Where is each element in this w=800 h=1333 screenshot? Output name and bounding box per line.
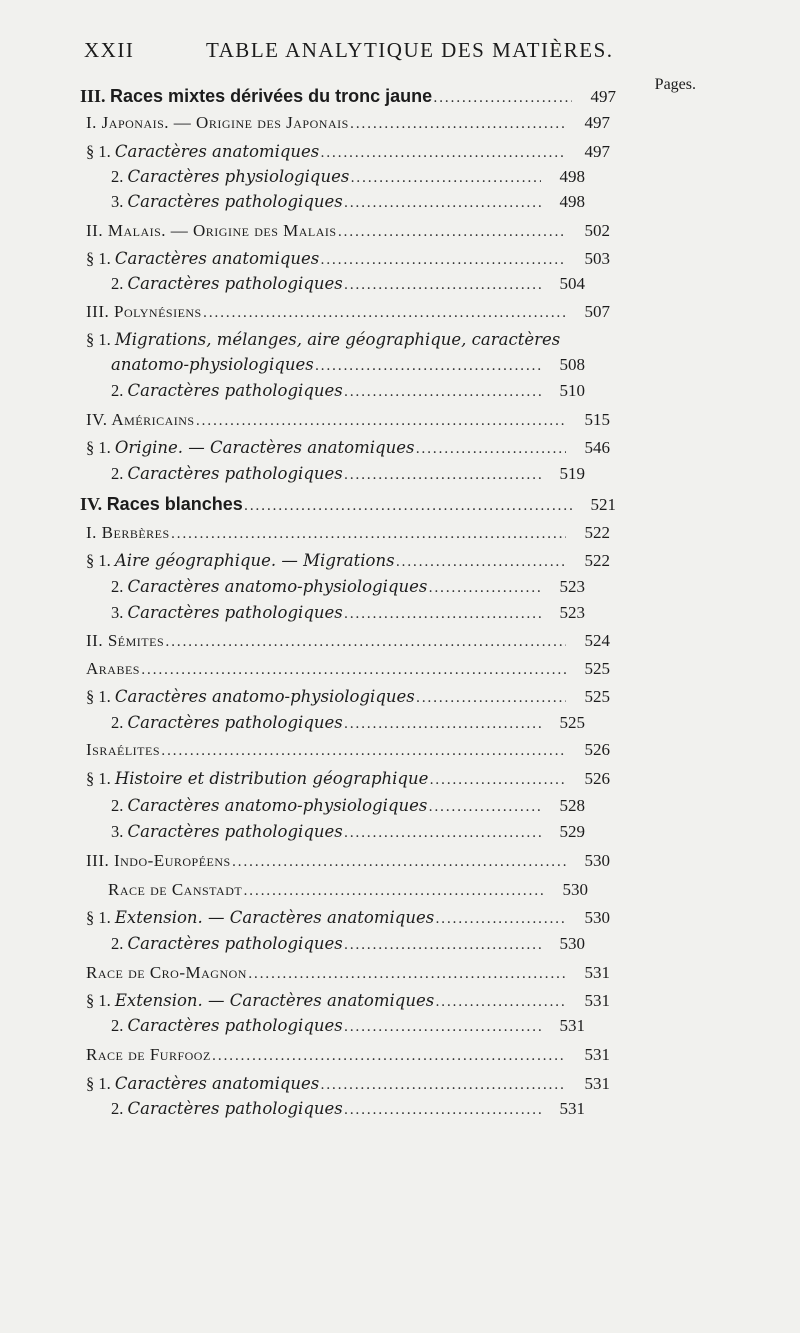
toc-entry-text: Caractères pathologiques [127,934,343,953]
toc-entry-prefix: 3. [111,192,128,211]
dot-leader [161,743,566,759]
toc-entry-page: 508 [559,355,585,374]
toc-entry [0,221,714,247]
toc-entry-label [111,464,343,484]
dot-leader [196,413,566,429]
toc-entry-text: Origine. — Caractères anatomiques [114,438,415,457]
dot-leader [141,662,566,678]
dot-leader [428,799,541,815]
toc-entry-label [111,192,343,212]
toc-entry-text: Race de Furfooz [86,1045,211,1064]
toc-entry-page: 507 [584,302,610,321]
toc-entry [0,740,714,766]
toc-entry-label [111,167,349,187]
toc-entry-prefix: § 1. [86,551,115,570]
toc-entry-page: 531 [559,1016,585,1035]
dot-leader [203,305,566,321]
toc-entry-text: Caractères anatomo-physiologiques [114,687,415,706]
toc-entry [0,438,714,464]
dot-leader [344,195,541,211]
toc-entry-label [86,908,434,928]
toc-entry-label [86,687,415,707]
toc-entry-page: 497 [584,142,610,161]
toc-entry [0,86,720,112]
toc-entry [0,1045,714,1071]
toc-entry-text: Arabes [86,659,140,678]
dot-leader [344,384,541,400]
toc-entry-page: 528 [559,796,585,815]
toc-entry-label [86,221,337,241]
toc-entry-prefix: IV. [80,494,107,514]
toc-entry-text: Migrations, mélanges, aire géographique, caractères [114,330,561,349]
toc-entry-prefix: 2. [111,274,128,293]
dot-leader [344,277,541,293]
toc-entry [0,713,689,739]
toc-entry [0,577,689,603]
toc-entry-text: Polynésiens [113,302,202,321]
toc-entry-page: 530 [559,934,585,953]
toc-entry-page: 530 [562,880,588,899]
dot-leader [338,224,566,240]
toc-entry-page: 530 [584,908,610,927]
toc-entry-page: 530 [584,851,610,870]
toc-entry [0,908,714,934]
toc-entry-text: Caractères pathologiques [127,1099,343,1118]
toc-entry [0,551,714,577]
toc-entry-label [111,934,343,954]
toc-entry-text: Malais. — Origine des Malais [107,221,337,240]
toc-entry-prefix: 2. [111,796,128,815]
toc-entry-text: Américains [111,410,195,429]
toc-entry-prefix: I. [86,523,102,542]
toc-entry-label [108,880,242,900]
toc-entry-prefix: 2. [111,464,128,483]
toc-entry-prefix: 2. [111,934,128,953]
toc-entry-page: 546 [584,438,610,457]
toc-entry-text: Caractères pathologiques [127,381,343,400]
toc-entry-label [111,713,343,733]
toc-entry-page: 498 [559,192,585,211]
toc-entry-text: Races mixtes dérivées du tronc jaune [110,86,433,106]
toc-entry-label [86,991,434,1011]
toc-entry-text: Caractères pathologiques [127,822,343,841]
dot-leader [232,854,566,870]
toc-entry-prefix: III. [80,86,111,106]
toc-entry-label [111,603,343,623]
toc-entry-text: Indo-Européens [113,851,231,870]
toc-entry-label [111,822,343,842]
dot-leader [344,1019,541,1035]
toc-entry-label [86,142,319,162]
toc-entry [0,464,689,490]
toc-entry-text: Berbères [101,523,170,542]
dot-leader [435,911,566,927]
toc-entry-page: 515 [584,410,610,429]
toc-entry [0,523,714,549]
toc-entry-label [86,302,202,322]
dot-leader [248,966,566,982]
dot-leader [350,170,541,186]
toc-entry-page: 497 [590,87,616,106]
toc-entry-prefix: 2. [111,713,128,732]
toc-entry-page: 497 [584,113,610,132]
toc-entry-text: Caractères pathologiques [127,464,343,483]
toc-entry [0,167,689,193]
toc-entry-text: Race de Cro-Magnon [86,963,247,982]
toc-entry-page: 526 [584,740,610,759]
toc-entry-label [86,438,414,458]
toc-entry-label [86,769,428,789]
toc-entry [0,1074,714,1100]
toc-entry-page: 519 [559,464,585,483]
toc-entry-prefix: IV. [86,410,112,429]
toc-entry-text: Caractères physiologiques [127,167,350,186]
toc-entry-label [86,410,195,430]
toc-entry-prefix: III. [86,851,114,870]
dot-leader [350,116,566,132]
toc-entry-label [86,330,560,350]
dot-leader [315,358,541,374]
toc-entry-prefix: § 1. [86,1074,115,1093]
toc-entry-text: Extension. — Caractères anatomiques [114,991,435,1010]
toc-entry-label [86,1045,211,1065]
toc-entry-text: Caractères anatomiques [114,249,320,268]
toc-entry-label [111,381,343,401]
toc-entry [0,631,714,657]
toc-entry-prefix: 2. [111,1016,128,1035]
dot-leader [433,90,572,106]
toc-entry-label [111,1016,343,1036]
toc-entry-text: Caractères anatomo-physiologiques [127,577,428,596]
toc-entry [0,1016,689,1042]
toc-entry-page: 531 [559,1099,585,1118]
toc-entry-text: Caractères anatomo-physiologiques [127,796,428,815]
dot-leader [320,252,566,268]
toc-entry-page: 531 [584,1074,610,1093]
toc-entry-prefix: § 1. [86,142,115,161]
toc-entry-label [111,274,343,294]
dot-leader [344,1102,541,1118]
toc-entry [0,192,689,218]
toc-entry-prefix: I. [86,113,102,132]
toc-entry [0,330,714,356]
toc-entry-text: Caractères pathologiques [127,713,343,732]
toc-entry-label [86,523,170,543]
toc-entry-prefix: § 1. [86,330,115,349]
toc-entry-label [86,1074,319,1094]
toc-entry-text: Sémites [107,631,165,650]
toc-entry-prefix: II. [86,221,108,240]
toc-entry-text: Races blanches [106,494,243,514]
toc-entry-prefix: § 1. [86,249,115,268]
toc-entry-page: 531 [584,991,610,1010]
toc-entry [0,355,689,381]
toc-entry-page: 502 [584,221,610,240]
toc-entry-label [86,963,247,983]
toc-entry-page: 522 [584,523,610,542]
toc-entry-label [86,113,349,133]
toc-entry [0,769,714,795]
toc-entry-page: 503 [584,249,610,268]
dot-leader [171,526,566,542]
toc-entry-prefix: 3. [111,822,128,841]
toc-entry-prefix: III. [86,302,114,321]
dot-leader [244,498,572,514]
toc-entry [0,274,689,300]
toc-entry-label [111,1099,343,1119]
toc-entry-text: Caractères pathologiques [127,192,343,211]
toc-entry [0,851,714,877]
toc-entry-prefix: 2. [111,381,128,400]
dot-leader [212,1048,566,1064]
page-number: XXII [84,38,135,62]
dot-leader [416,690,566,706]
dot-leader [320,145,566,161]
toc-entry-label [86,659,140,679]
toc-entry-page: 522 [584,551,610,570]
toc-entry-prefix: 2. [111,577,128,596]
toc-entry-text: Caractères anatomiques [114,1074,320,1093]
toc-entry [0,659,714,685]
toc-entry [0,302,714,328]
toc-entry-text: Caractères anatomiques [114,142,320,161]
toc-entry [0,1099,689,1125]
toc-entry-page: 523 [559,603,585,622]
toc-entry-page: 510 [559,381,585,400]
dot-leader [396,554,566,570]
toc-entry-page: 525 [584,659,610,678]
dot-leader [243,883,544,899]
dot-leader [344,825,541,841]
toc-entry [0,142,714,168]
dot-leader [344,606,541,622]
toc-entry-page: 521 [590,495,616,514]
toc-entry [0,796,689,822]
dot-leader [344,937,541,953]
toc-entry-page: 524 [584,631,610,650]
toc-entry-text: Caractères pathologiques [127,1016,343,1035]
toc-entry-page: 525 [559,713,585,732]
toc-entry-prefix: 2. [111,167,128,186]
toc-entry-page: 498 [559,167,585,186]
toc-entry-prefix: § 1. [86,769,115,788]
toc-entry-label [86,249,319,269]
toc-entry [0,934,689,960]
toc-entry-prefix: § 1. [86,908,115,927]
toc-entry [0,249,714,275]
toc-entry [0,880,692,906]
toc-entry-text: Israélites [86,740,160,759]
toc-entry-label [111,355,314,375]
toc-entry [0,410,714,436]
toc-entry-label [86,740,160,760]
dot-leader [429,772,566,788]
dot-leader [428,580,541,596]
toc-entry-prefix: 2. [111,1099,128,1118]
toc-entry-page: 531 [584,963,610,982]
dot-leader [344,467,541,483]
toc-entry-label [86,551,395,571]
toc-entry-prefix: § 1. [86,438,115,457]
page-title: TABLE ANALYTIQUE DES MATIÈRES. [206,38,614,62]
dot-leader [320,1077,566,1093]
toc-entry-text: Aire géographique. — Migrations [114,551,395,570]
toc-entry [0,603,689,629]
toc-entry-prefix: § 1. [86,991,115,1010]
toc-entry-label [80,86,432,107]
toc-entry-page: 504 [559,274,585,293]
toc-entry-page: 526 [584,769,610,788]
toc-entry-prefix: § 1. [86,687,115,706]
toc-entry-text: anatomo-physiologiques [111,355,314,374]
dot-leader [415,441,566,457]
toc-entry-text: Extension. — Caractères anatomiques [114,908,435,927]
toc-entry-page: 523 [559,577,585,596]
toc-entry-text: Race de Canstadt [108,880,243,899]
toc-entry-text: Caractères pathologiques [127,274,343,293]
dot-leader [165,634,566,650]
toc-entry [0,963,714,989]
toc-entry [0,113,714,139]
toc-entry [0,822,689,848]
toc-entry-prefix: 3. [111,603,128,622]
toc-entry [0,381,689,407]
toc-entry-label [86,631,164,651]
toc-entry-text: Caractères pathologiques [127,603,343,622]
toc-entry [0,991,714,1017]
toc-entry [0,494,720,520]
toc-entry-page: 531 [584,1045,610,1064]
dot-leader [435,994,566,1010]
toc-entry-text: Japonais. — Origine des Japonais [101,113,349,132]
toc-entry-page: 529 [559,822,585,841]
pages-column-label: Pages. [654,76,696,93]
toc-entry-prefix: II. [86,631,108,650]
toc-entry-page: 525 [584,687,610,706]
toc-entry-label [80,494,243,515]
toc-entry-label [86,851,231,871]
toc-entry-label [111,796,427,816]
toc-entry-label [111,577,427,597]
dot-leader [344,716,541,732]
toc-entry [0,687,714,713]
toc-entry-text: Histoire et distribution géographique [114,769,429,788]
